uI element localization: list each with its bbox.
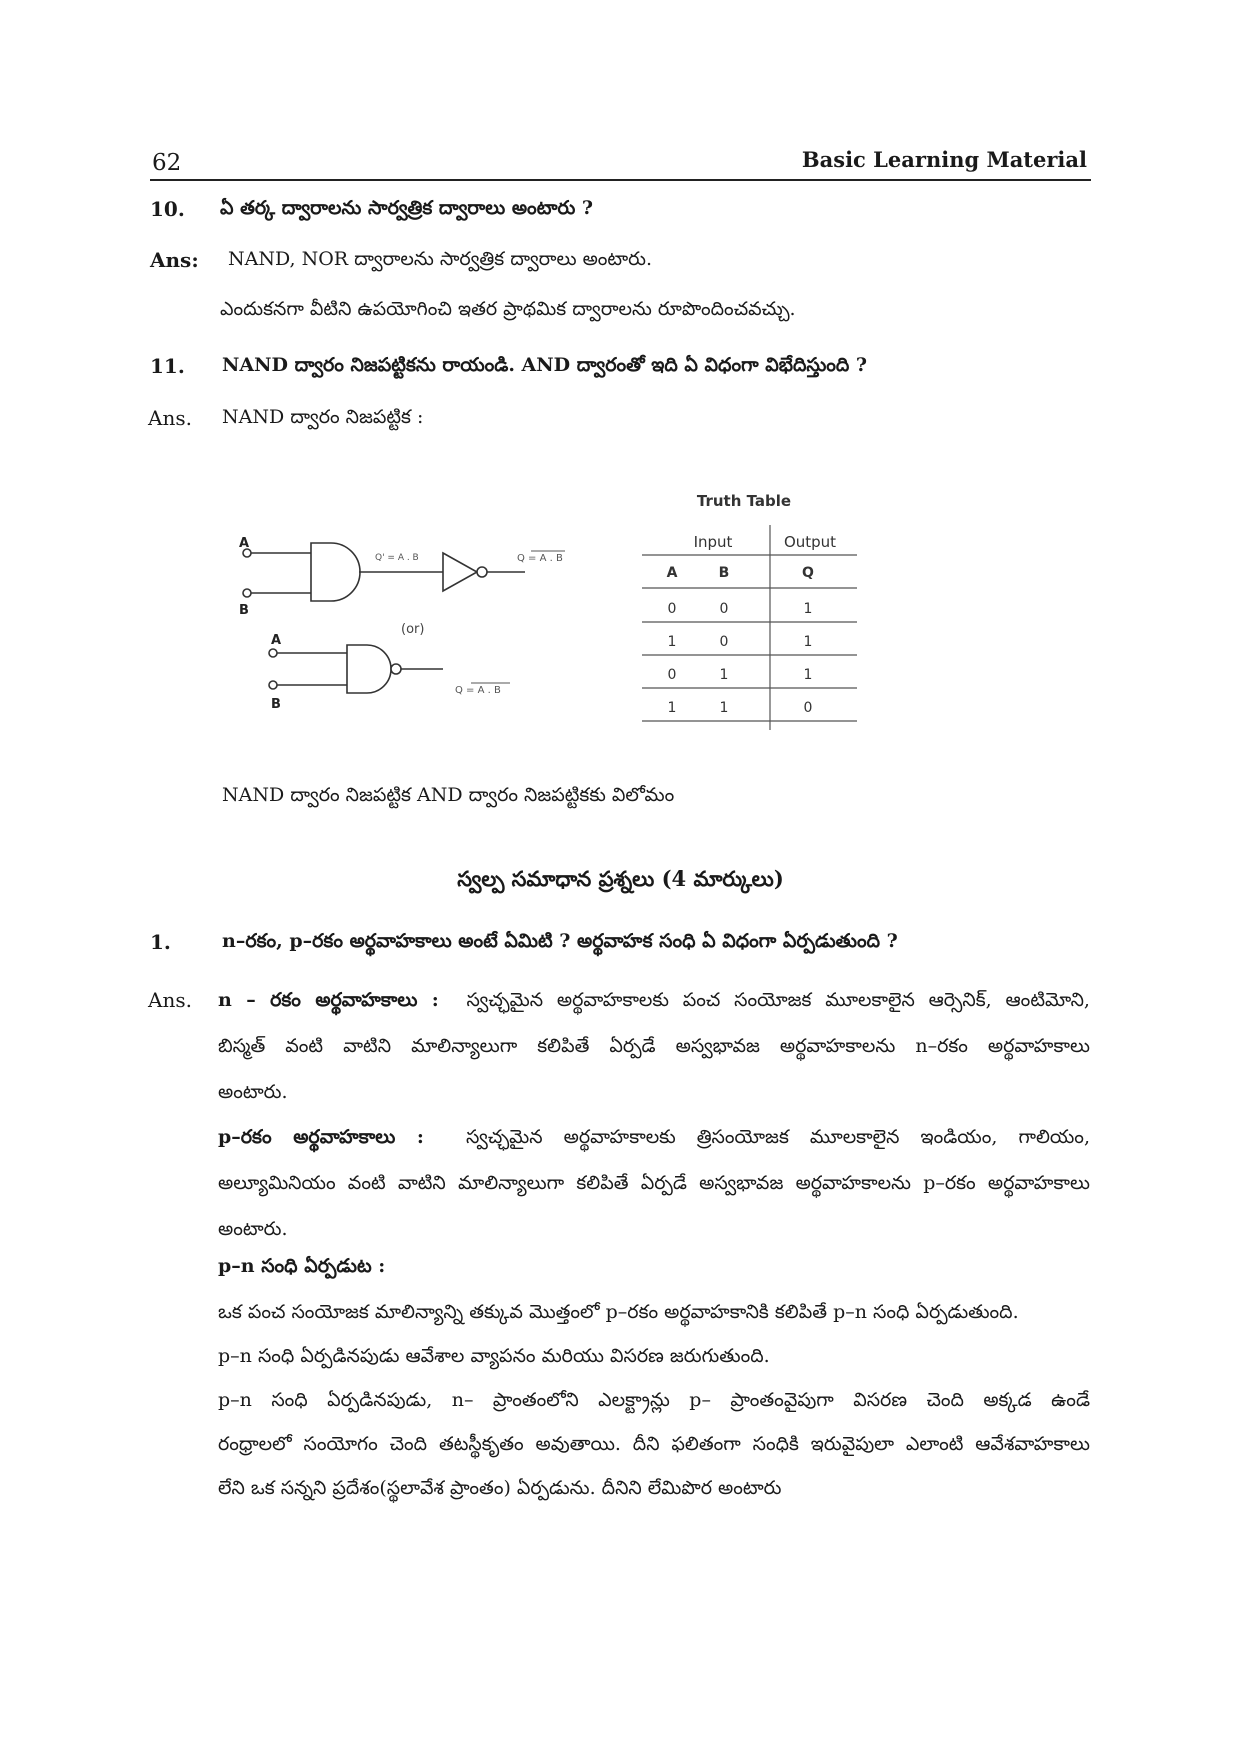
q11-number: 11. <box>150 354 185 378</box>
truth-table-cell: 1 <box>667 700 677 716</box>
truth-table-cell: 1 <box>719 700 729 716</box>
truth-table-col-q: Q <box>802 565 814 581</box>
pn-junction-paragraph <box>218 1290 1090 1510</box>
q10-answer-line1: NAND, NOR ద్వారాలను సార్వత్రిక ద్వారాలు అంటారు. <box>228 248 653 270</box>
pn-text-line3: p–n సంధి ఏర్పడినపుడు, n– ప్రాంతంలోని ఎలక్ట్రాన్లు p– ప్రాంతంవైపుగా విసరణ చెంది అక్కడ ఉండే <box>218 1389 1090 1411</box>
label-output-lower: Q = A . B <box>455 685 501 696</box>
truth-table-col-b: B <box>718 565 730 581</box>
n-type-heading: n – రకం అర్థవాహకాలు : <box>218 989 439 1011</box>
q1-ans-label: Ans. <box>148 988 192 1012</box>
q11-question: NAND ద్వారం నిజపట్టికను రాయండి. AND ద్వారంతో ఇది ఏ విధంగా విభేదిస్తుంది ? <box>222 354 868 376</box>
q1-question: n–రకం, p–రకం అర్థవాహకాలు అంటే ఏమిటి ? అర్థవాహక సంధి ఏ విధంగా ఏర్పడుతుంది ? <box>222 930 898 952</box>
truth-table-cell: 1 <box>803 634 813 650</box>
q11-conclusion: NAND ద్వారం నిజపట్టిక AND ద్వారం నిజపట్టికకు విలోమం <box>222 784 675 806</box>
section-title: స్వల్ప సమాధాన ప్రశ్నలు (4 మార్కులు) <box>457 866 784 891</box>
truth-table-cell: 0 <box>719 601 729 617</box>
label-or: (or) <box>401 622 425 637</box>
q10-answer-line2: ఎందుకనగా వీటిని ఉపయోగించి ఇతర ప్రాథమిక ద్వారాలను రూపొందించవచ్చు. <box>220 298 796 320</box>
label-a-upper: A <box>239 536 250 551</box>
q11-answer-line1: NAND ద్వారం నిజపట్టిక : <box>222 406 424 428</box>
q10-number: 10. <box>150 197 185 221</box>
q10-question: ఏ తర్క ద్వారాలను సార్వత్రిక ద్వారాలు అంటారు ? <box>220 197 594 219</box>
header-title: Basic Learning Material <box>801 147 1087 172</box>
label-b-lower: B <box>271 697 281 712</box>
page-number: 62 <box>152 150 182 176</box>
q11-ans-label: Ans. <box>148 406 192 430</box>
truth-table-input-header: Input <box>693 533 733 551</box>
truth-table <box>632 485 862 735</box>
p-type-paragraph <box>218 1114 1090 1252</box>
p-type-text-line2: అల్యూమినియం వంటి వాటిని మాలిన్యాలుగా కలిపితే ఏర్పడే అస్వభావజ అర్థవాహకాలను p–రకం అర్థవాహకాలు <box>218 1172 1090 1194</box>
n-type-text-line1: స్వచ్ఛమైన అర్థవాహకాలకు పంచ సంయోజక మూలకాలైన ఆర్సెనిక్, ఆంటిమోని, <box>466 989 1090 1011</box>
truth-table-cell: 0 <box>667 601 677 617</box>
label-output-upper: Q = A . B <box>517 553 563 564</box>
truth-table-cell: 1 <box>803 667 813 683</box>
pn-junction-heading: p–n సంధి ఏర్పడుట : <box>218 1255 386 1277</box>
truth-table-cell: 0 <box>667 667 677 683</box>
p-type-heading: p–రకం అర్థవాహకాలు : <box>218 1126 424 1148</box>
label-b-upper: B <box>239 603 249 618</box>
n-type-paragraph <box>218 977 1090 1115</box>
q1-number: 1. <box>150 930 171 954</box>
nand-gate-diagram <box>225 525 595 720</box>
n-type-text-line3: అంటారు. <box>218 1081 288 1103</box>
p-type-text-line1: స్వచ్ఛమైన అర్థవాహకాలకు త్రిసంయోజక మూలకాలైన ఇండియం, గాలియం, <box>466 1126 1090 1148</box>
truth-table-output-header: Output <box>783 533 837 551</box>
truth-table-cell: 0 <box>719 634 729 650</box>
pn-text-line4: రంధ్రాలలో సంయోగం చెంది తటస్థీకృతం అవుతాయి. దీని ఫలితంగా సంధికి ఇరువైపులా ఎలాంటి ఆవేశవాహకాలు <box>218 1433 1090 1455</box>
truth-table-cell: 1 <box>719 667 729 683</box>
p-type-text-line3: అంటారు. <box>218 1218 288 1240</box>
pn-text-line1: ఒక పంచ సంయోజక మాలిన్యాన్ని తక్కువ మొత్తంలో p–రకం అర్థవాహకానికి కలిపితే p–n సంధి ఏర్పడుతుంది. <box>218 1301 1019 1323</box>
truth-table-cell: 1 <box>667 634 677 650</box>
truth-table-title: Truth Table <box>696 492 792 510</box>
label-intermediate: Q' = A . B <box>375 553 419 563</box>
header-rule <box>150 179 1091 181</box>
n-type-text-line2: బిస్మత్ వంటి వాటిని మాలిన్యాలుగా కలిపితే ఏర్పడే అస్వభావజ అర్థవాహకాలను n–రకం అర్థవాహకాలు <box>218 1035 1090 1057</box>
truth-table-col-a: A <box>666 565 678 581</box>
truth-table-cell: 1 <box>803 601 813 617</box>
truth-table-cell: 0 <box>803 700 813 716</box>
pn-text-line5: లేని ఒక సన్నని ప్రదేశం(స్థలావేశ ప్రాంతం) ఏర్పడును. దీనిని లేమిపొర అంటారు <box>218 1477 782 1499</box>
pn-text-line2: p–n సంధి ఏర్పడినపుడు ఆవేశాల వ్యాపనం మరియు విసరణ జరుగుతుంది. <box>218 1345 770 1367</box>
label-a-lower: A <box>271 633 282 648</box>
q10-ans-label: Ans: <box>150 248 199 272</box>
